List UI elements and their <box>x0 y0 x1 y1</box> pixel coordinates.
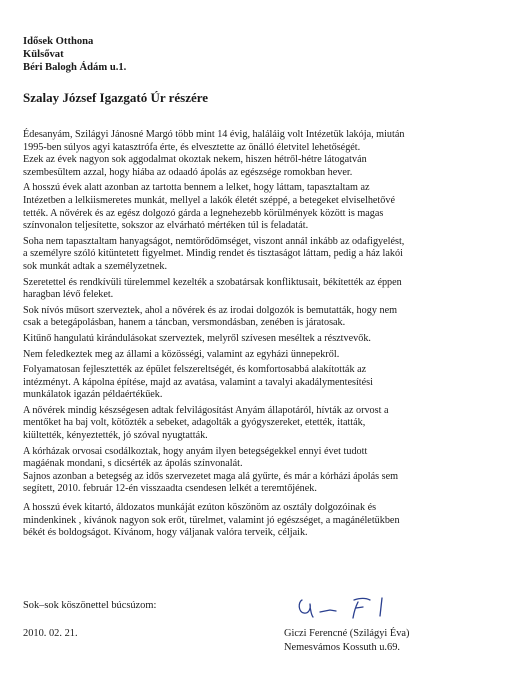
paragraph-1 <box>23 129 489 179</box>
text-line: a személyre szóló kitüntetett figyelmet. Mindig rendet és tisztaságot láttam, pedig a ház lakói <box>23 248 403 260</box>
letter-date: 2010. 02. 21. <box>23 628 78 639</box>
text-line: kiültették, kényeztették, jó szóval nyugtatták. <box>23 430 208 442</box>
text-line: A nővérek mindig készségesen adtak felvilágosítást Anyám állapotáról, hívták az orvost a <box>23 404 389 416</box>
text-line: csak a betegápolásban, hanem a táncban, versmondásban, zenében is járatosak. <box>23 317 346 329</box>
paragraph-2 <box>23 182 489 232</box>
address-line-1: Idősek Otthona <box>23 36 94 47</box>
address-line-3: Béri Balogh Ádám u.1. <box>23 62 127 73</box>
text-line: Sok nívós műsort szerveztek, ahol a nővérek és az irodai dolgozók is bemutatták, hogy nem <box>23 304 398 316</box>
text-line: segített, 2010. február 12-én visszaadta csendesen lelkét a teremtőjének. <box>23 483 317 495</box>
text-line: A hosszú évek kitartó, áldozatos munkáját ezúton köszönöm az osztály dolgozóinak és <box>23 502 377 514</box>
closing-line: Sok–sok köszönettel búcsúzom: <box>23 600 157 611</box>
handwritten-signature <box>296 592 406 620</box>
text-line: mentőket ha baj volt, kötözték a sebeket, adagolták a gyógyszereket, etették, itatták, <box>23 417 366 429</box>
paragraph-6 <box>23 333 489 346</box>
text-line: mindenkinek , kívánok nagyon sok erőt, türelmet, valamint jó egészséget, a magánéletükben <box>23 514 400 526</box>
text-line: békét és boldogságot. Kívánom, hogy váljanak valóra terveik, céljaik. <box>23 527 308 539</box>
text-line: Édesanyám, Szilágyi Jánosné Margó több mint 14 évig, haláláig volt Intézetük lakója, miután <box>23 129 405 140</box>
text-line: Kitűnő hangulatú kirándulásokat szerveztek, melyről szívesen meséltek a résztvevők. <box>23 332 371 344</box>
paragraph-11 <box>23 502 489 540</box>
text-line: A kórházak orvosai csodálkoztak, hogy anyám ilyen betegségekkel ennyi évet tudott <box>23 445 368 457</box>
address-line-2: Külsővat <box>23 49 64 60</box>
text-line: színvonalon teljesítette, sokszor az elvárható mértéken túl is feladatát. <box>23 220 309 232</box>
text-line: Ezek az évek nagyon sok aggodalmat okoztak nekem, hiszen hétről-hétre látogatván <box>23 154 367 166</box>
text-line: Soha nem tapasztaltam hanyagságot, nemtörődömséget, viszont annál inkább az odafigyelést, <box>23 235 405 247</box>
signer-name: Giczi Ferencné (Szilágyi Éva) <box>284 628 410 639</box>
text-line: Folyamatosan fejlesztették az épület felszereltségét, és komfortosabbá alakították az <box>23 364 367 376</box>
paragraph-4 <box>23 277 489 302</box>
text-line: szembesültem azzal, hogy hiába az odaadó ápolás az egészsége romokban hever. <box>23 166 353 178</box>
signer-address: Nemesvámos Kossuth u.69. <box>284 642 401 653</box>
recipient-address <box>23 35 126 74</box>
text-line: A hosszú évek alatt azonban az tartotta bennem a lelket, hogy láttam, tapasztaltam az <box>23 182 370 194</box>
text-line: intézményt. A kápolna építése, majd az avatása, valamint a tavalyi akadálymentesítési <box>23 376 373 388</box>
paragraph-8 <box>23 364 489 402</box>
paragraph-5 <box>23 305 489 330</box>
text-line: sok munkát adtak a személyzetnek. <box>23 260 167 272</box>
signature-stroke <box>299 600 336 617</box>
signature-stroke <box>353 598 382 618</box>
text-line: 1995-ben súlyos agyi katasztrófa érte, és elvesztette az önálló életvitel lehetőségét. <box>23 141 361 153</box>
text-line: haragban lévő feleket. <box>23 289 114 301</box>
paragraph-9 <box>23 405 489 443</box>
text-line: munkálatok igazán példaértékűek. <box>23 389 163 401</box>
text-line: magáénak mondani, s dicsérték az ápolás színvonalát. <box>23 458 243 470</box>
text-line: Intézetben a lelkiismeretes munkát, mellyel a lakók életét széppé, a betegeket elviselhetővé <box>23 194 395 206</box>
paragraph-7 <box>23 349 489 362</box>
text-line: Szeretettel és rendkívüli türelemmel kezelték a szobatársak konfliktusait, békítették az éppen <box>23 276 402 288</box>
text-line: tették. A nővérek és az egész dolgozó gárda a legnehezebb körülmények között is magas <box>23 207 384 219</box>
paragraph-3 <box>23 236 489 274</box>
letter-subject: Szalay József Igazgató Úr részére <box>23 90 209 105</box>
letter-body <box>23 129 489 543</box>
paragraph-10 <box>23 446 489 496</box>
text-line: Nem feledkeztek meg az állami a közösségi, valamint az egyházi ünnepekről. <box>23 348 340 360</box>
text-line: Sajnos azonban a betegség az idős szervezetet maga alá gyűrte, és már a kórházi ápolás sem <box>23 470 399 482</box>
